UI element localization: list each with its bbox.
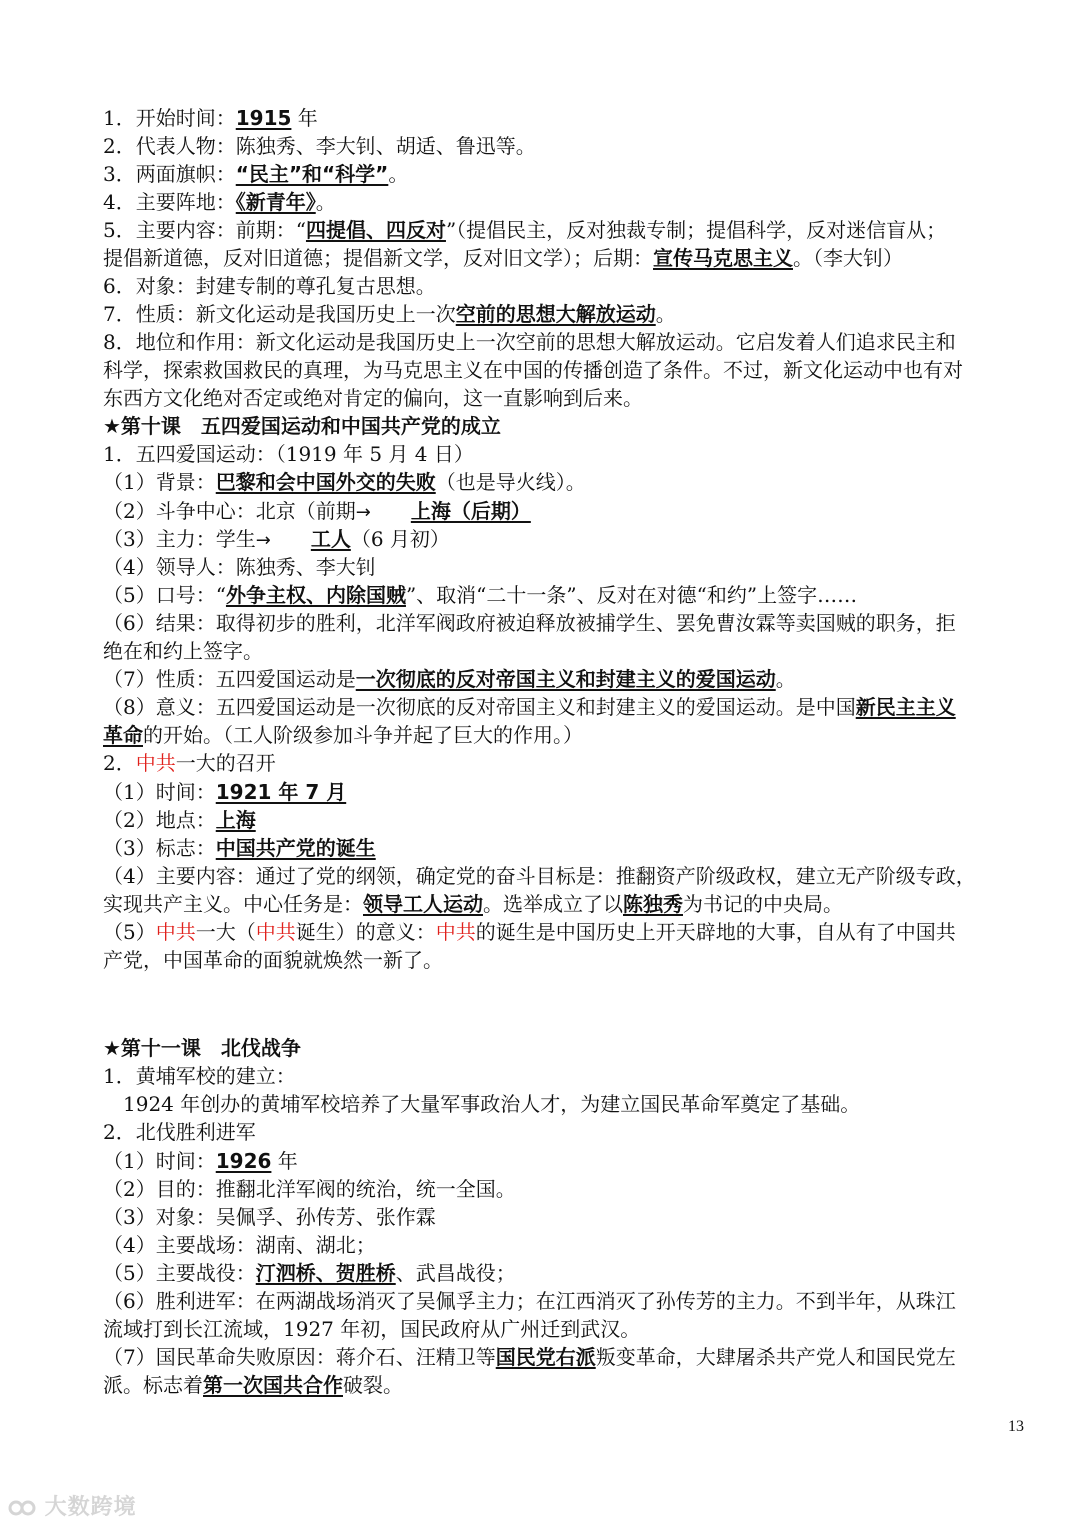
- text-line: [103, 918, 1033, 946]
- text-segment: （7）性质：五四爱国运动是: [103, 667, 356, 691]
- text-line: [103, 440, 1033, 468]
- text-line: [103, 104, 1033, 132]
- text-segment: 派。标志着: [103, 1373, 203, 1397]
- key-term: 第一次国共合作: [203, 1373, 343, 1397]
- key-term: 上海（后期）: [410, 499, 531, 523]
- text-line: [103, 188, 1033, 216]
- text-segment: 一大的召开: [175, 751, 276, 775]
- red-highlight: 中共: [255, 920, 296, 944]
- text-segment: 。选举成立了以: [483, 892, 623, 916]
- text-segment: 。: [775, 667, 796, 691]
- text-line: [103, 525, 1033, 555]
- text-line: [103, 721, 1033, 749]
- text-line: [103, 1147, 1033, 1175]
- text-segment: 。: [315, 190, 336, 214]
- text-line: [103, 553, 1033, 581]
- text-line: [103, 300, 1033, 328]
- text-line: [103, 1259, 1033, 1287]
- text-line: [103, 693, 1033, 721]
- text-segment: 7．性质：新文化运动是我国历史上一次: [103, 302, 456, 326]
- text-segment: 3．两面旗帜：: [103, 162, 236, 186]
- text-segment: 年: [271, 1149, 298, 1173]
- text-segment: ”（提倡民主，反对独裁专制；提倡科学，反对迷信盲从；: [445, 218, 947, 242]
- key-term: 陈独秀: [623, 892, 683, 916]
- key-term: “民主”和“科学”: [235, 162, 389, 186]
- text-segment: 东西方文化绝对否定或绝对肯定的偏向，这一直影响到后来。: [103, 386, 643, 410]
- text-line: [103, 1062, 1033, 1090]
- text-segment: 年: [291, 106, 318, 130]
- arrow-icon: →: [255, 530, 271, 551]
- text-segment: （6 月初）: [350, 527, 450, 551]
- text-line: [103, 749, 1033, 777]
- text-segment: （1）时间：: [103, 780, 216, 804]
- text-segment: 的开始。（工人阶级参加斗争并起了巨大的作用。）: [143, 723, 583, 747]
- text-segment: （5）口号：“: [103, 583, 226, 607]
- text-line: [103, 1371, 1033, 1399]
- section-heading: [103, 1034, 1033, 1062]
- key-term: 工人: [310, 527, 351, 551]
- text-segment: 绝在和约上签字。: [103, 639, 263, 663]
- page-number: 13: [1008, 1418, 1024, 1435]
- text-segment: ★第十一课 北伐战争: [103, 1036, 301, 1060]
- text-segment: 叛变革命，大肆屠杀共产党人和国民党左: [595, 1345, 956, 1369]
- text-segment: （4）主要战场：湖南、湖北；: [103, 1233, 376, 1257]
- text-segment: 的诞生是中国历史上开天辟地的大事，自从有了中国共: [475, 920, 956, 944]
- text-line: [103, 890, 1033, 918]
- text-segment: 1924 年创办的黄埔军校培养了大量军事政治人才，为建立国民革命军奠定了基础。: [103, 1092, 861, 1116]
- text-line: [103, 132, 1033, 160]
- text-segment: [371, 499, 411, 523]
- text-segment: （1）时间：: [103, 1149, 216, 1173]
- text-line: [103, 272, 1033, 300]
- text-segment: （5）主要战役：: [103, 1261, 256, 1285]
- text-line: [103, 1343, 1033, 1371]
- watermark-logo-icon: [8, 1497, 36, 1519]
- text-line: [103, 609, 1033, 637]
- arrow-icon: →: [355, 502, 371, 523]
- text-line: [103, 468, 1033, 496]
- red-highlight: 中共: [135, 751, 176, 775]
- text-line: [103, 160, 1033, 188]
- text-segment: [271, 527, 311, 551]
- text-segment: 。: [388, 162, 409, 186]
- text-segment: 为书记的中央局。: [683, 892, 843, 916]
- text-line: [103, 1287, 1033, 1315]
- text-line: [103, 637, 1033, 665]
- key-term: 宣传马克思主义: [653, 246, 793, 270]
- text-segment: （3）标志：: [103, 836, 216, 860]
- key-term: 1921 年 7 月: [215, 780, 347, 804]
- text-line: [103, 581, 1033, 609]
- text-line: [103, 497, 1033, 527]
- text-segment: 4．主要阵地：: [103, 190, 236, 214]
- key-term: 1926: [215, 1149, 272, 1173]
- key-term: 上海: [215, 808, 256, 832]
- key-term: 汀泗桥、贺胜桥: [255, 1261, 396, 1285]
- key-term: 国民党右派: [495, 1345, 596, 1369]
- text-line: [103, 665, 1033, 693]
- text-line: [103, 356, 1033, 384]
- text-segment: （4）领导人：陈独秀、李大钊: [103, 555, 376, 579]
- text-segment: 、武昌战役；: [395, 1261, 516, 1285]
- text-line: [103, 1090, 1033, 1118]
- text-segment: ★第十课 五四爱国运动和中国共产党的成立: [103, 414, 501, 438]
- text-segment: 5．主要内容：前期：“: [103, 218, 306, 242]
- text-line: [103, 862, 1033, 890]
- key-term: 革命: [103, 723, 143, 747]
- key-term: 新民主主义: [855, 695, 956, 719]
- red-highlight: 中共: [435, 920, 476, 944]
- text-segment: 。: [655, 302, 676, 326]
- watermark: [8, 1490, 137, 1521]
- text-line: [103, 1315, 1033, 1343]
- text-line: [103, 1118, 1033, 1146]
- text-segment: （2）地点：: [103, 808, 216, 832]
- text-segment: （6）结果：取得初步的胜利，北洋军阀政府被迫释放被捕学生、罢免曹汝霖等卖国贼的职务，拒: [103, 611, 956, 635]
- key-term: 领导工人运动: [363, 892, 483, 916]
- text-line: [103, 1175, 1033, 1203]
- text-line: [103, 834, 1033, 862]
- key-term: 四提倡、四反对: [305, 218, 446, 242]
- text-line: [103, 384, 1033, 412]
- text-line: [103, 778, 1033, 806]
- text-segment: （6）胜利进军：在两湖战场消灭了吴佩孚主力；在江西消灭了孙传芳的主力。不到半年，从珠江: [103, 1289, 956, 1313]
- key-term: 空前的思想大解放运动: [455, 302, 656, 326]
- text-segment: 2．: [103, 751, 136, 775]
- text-line: [103, 244, 1033, 272]
- text-segment: 1．黄埔军校的建立：: [103, 1064, 296, 1088]
- text-segment: （3）主力：学生: [103, 527, 256, 551]
- text-segment: 。（李大钊）: [793, 246, 903, 270]
- text-segment: 产党，中国革命的面貌就焕然一新了。: [103, 948, 443, 972]
- text-segment: 1．开始时间：: [103, 106, 236, 130]
- text-segment: （5）: [103, 920, 156, 944]
- text-segment: （2）目的：推翻北洋军阀的统治，统一全国。: [103, 1177, 516, 1201]
- watermark-text: 大数跨境: [44, 1495, 137, 1520]
- section-heading: [103, 412, 1033, 440]
- text-segment: 一大（: [195, 920, 256, 944]
- text-segment: （8）意义：五四爱国运动是一次彻底的反对帝国主义和封建主义的爱国运动。是中国: [103, 695, 856, 719]
- text-segment: （2）斗争中心：北京（前期: [103, 499, 356, 523]
- key-term: 外争主权、内除国贼: [225, 583, 406, 607]
- key-term: 1915: [235, 106, 292, 130]
- text-segment: 6．对象：封建专制的尊孔复古思想。: [103, 274, 436, 298]
- text-segment: （也是导火线）。: [435, 470, 586, 494]
- text-segment: （3）对象：吴佩孚、孙传芳、张作霖: [103, 1205, 436, 1229]
- key-term: 一次彻底的反对帝国主义和封建主义的爱国运动: [355, 667, 776, 691]
- text-segment: 诞生）的意义：: [295, 920, 436, 944]
- red-highlight: 中共: [155, 920, 196, 944]
- text-segment: 2．代表人物：陈独秀、李大钊、胡适、鲁迅等。: [103, 134, 536, 158]
- text-line: [103, 1231, 1033, 1259]
- text-segment: 流域打到长江流域，1927 年初，国民政府从广州迁到武汉。: [103, 1317, 641, 1341]
- text-line: [103, 946, 1033, 974]
- text-segment: （4）主要内容：通过了党的纲领，确定党的奋斗目标是：推翻资产阶级政权，建立无产阶级专政，: [103, 864, 976, 888]
- key-term: 巴黎和会中国外交的失败: [215, 470, 436, 494]
- text-line: [103, 216, 1033, 244]
- text-segment: 8．地位和作用：新文化运动是我国历史上一次空前的思想大解放运动。它启发着人们追求民主和: [103, 330, 956, 354]
- text-segment: （1）背景：: [103, 470, 216, 494]
- text-segment: 1．五四爱国运动：（1919 年 5 月 4 日）: [103, 442, 474, 466]
- text-segment: 破裂。: [343, 1373, 403, 1397]
- text-segment: （7）国民革命失败原因：蒋介石、汪精卫等: [103, 1345, 496, 1369]
- text-line: [103, 328, 1033, 356]
- text-segment: ”、取消“二十一条”、反对在对德“和约”上签字……: [405, 583, 858, 607]
- text-line: [103, 806, 1033, 834]
- key-term: 中国共产党的诞生: [215, 836, 376, 860]
- text-segment: 2．北伐胜利进军: [103, 1120, 256, 1144]
- text-segment: 提倡新道德，反对旧道德；提倡新文学，反对旧文学）；后期：: [103, 246, 653, 270]
- key-term: 《新青年》: [235, 190, 316, 214]
- text-segment: 科学，探索救国救民的真理，为马克思主义在中国的传播创造了条件。不过，新文化运动中也有对: [103, 358, 963, 382]
- text-segment: 实现共产主义。中心任务是：: [103, 892, 363, 916]
- text-line: [103, 1203, 1033, 1231]
